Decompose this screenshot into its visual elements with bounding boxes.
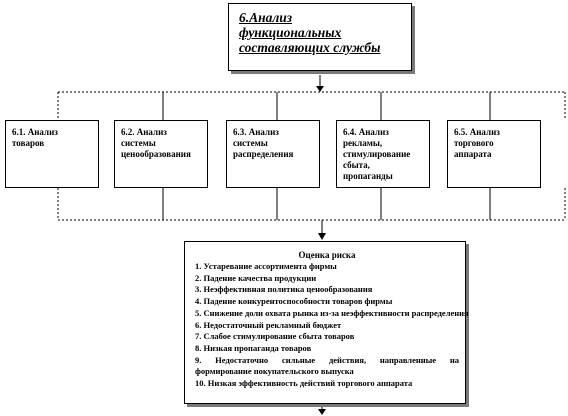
box-6-5-line-2: торгового	[454, 138, 494, 148]
box-6-1-line-1: 6.1. Анализ	[12, 127, 58, 137]
box-6-3-line-3: распределения	[233, 149, 294, 159]
title-line-1: 6.Анализ	[239, 10, 293, 25]
risk-item-4: 4. Падение конкурентоспособности товаров фирмы	[195, 296, 393, 307]
box-6-4-line-2: рекламы,	[343, 138, 383, 148]
box-6-4-line-5: пропаганды	[343, 171, 393, 181]
box-6-2-line-1: 6.2. Анализ	[121, 127, 167, 137]
box-6-5-line-1: 6.5. Анализ	[454, 127, 500, 137]
risk-item-5: 5. Снижение доли охвата рынка из-за неэффективности распределения	[195, 307, 469, 318]
main-title-box	[228, 3, 412, 71]
risk-item-9: 9. Недостаточно сильные действия, направленные на формирование покупательского выпуска	[195, 354, 459, 377]
risk-item-8: 8. Низкая пропаганда товаров	[195, 342, 312, 353]
box-pricing-analysis	[114, 120, 208, 188]
risk-assessment-box	[184, 241, 469, 404]
risk-title: Оценка риска	[298, 250, 356, 260]
title-line-2: функциональных	[239, 25, 342, 40]
risk-item-7: 7. Слабое стимулирование сбыта товаров	[195, 331, 355, 342]
risk-item-10: 10. Низкая эффективность действий торгового аппарата	[195, 378, 413, 389]
risk-item-2: 2. Падение качества продукции	[195, 272, 317, 283]
box-6-1-line-2: товаров	[12, 138, 45, 148]
box-6-2-line-3: ценообразования	[121, 149, 191, 159]
arrow-head-risk	[318, 233, 326, 240]
box-6-2-line-2: системы	[121, 138, 156, 148]
box-advertising-analysis	[336, 120, 430, 188]
box-distribution-analysis	[226, 120, 320, 188]
risk-item-1: 1. Устаревание ассортимента фирмы	[195, 261, 337, 271]
box-sales-staff-analysis	[447, 120, 541, 188]
arrow-head-bottom	[318, 409, 326, 415]
box-goods-analysis	[5, 120, 99, 188]
risk-item-3: 3. Неэффективная политика ценообразования	[195, 284, 373, 295]
arrow-head-top	[316, 86, 324, 92]
title-line-3: составляющих службы	[239, 40, 381, 55]
box-6-3-line-2: системы	[233, 138, 268, 148]
box-6-5-line-3: аппарата	[454, 149, 492, 159]
box-6-4-line-1: 6.4. Анализ	[343, 127, 389, 137]
box-6-3-line-1: 6.3. Анализ	[233, 127, 279, 137]
risk-item-6: 6. Недостаточный рекламный бюджет	[195, 319, 342, 330]
box-6-4-line-3: стимулирование	[343, 149, 411, 159]
box-6-4-line-4: сбыта,	[343, 160, 370, 170]
